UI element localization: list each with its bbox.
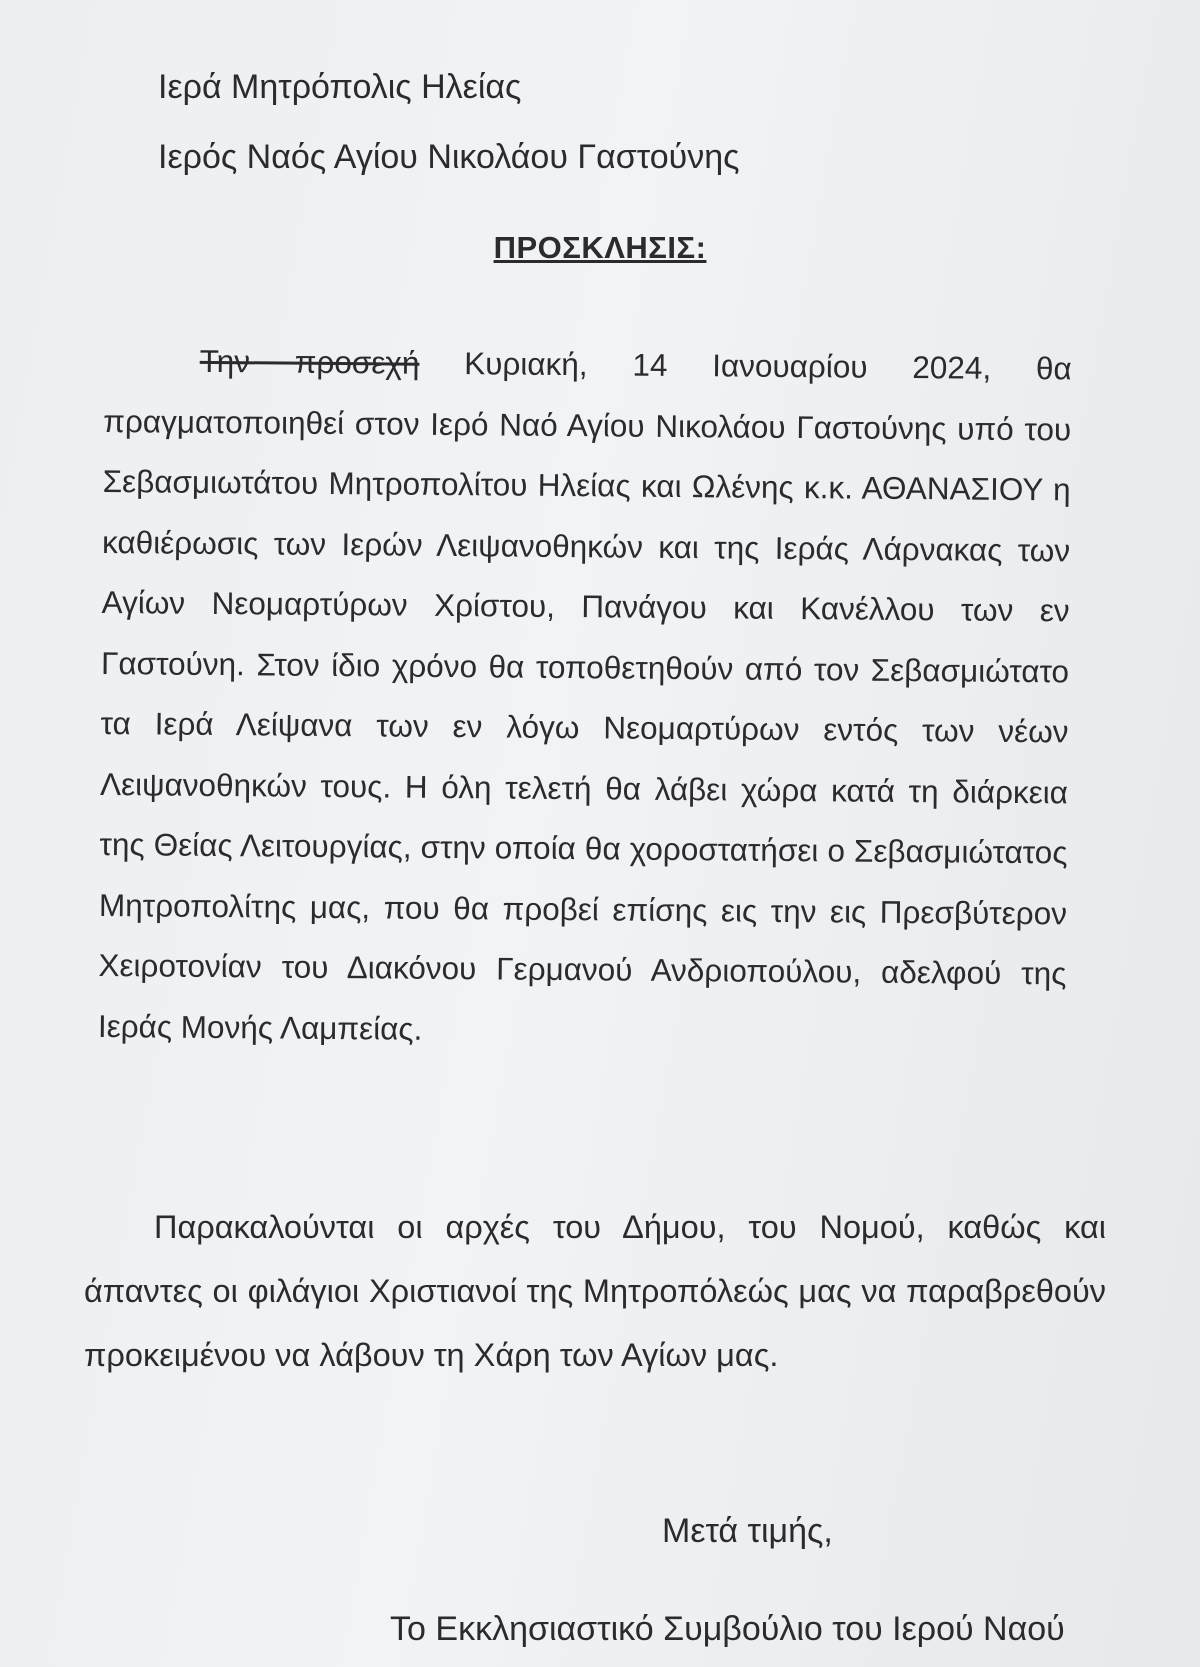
invitation-paragraph <box>98 330 1072 1064</box>
signature-line: Το Εκκλησιαστικό Συμβούλιο του Ιερού Ναού <box>390 1610 1065 1648</box>
request-paragraph: Παρακαλούνται οι αρχές του Δήμου, του Νομού, καθώς και άπαντες οι φιλάγιοι Χριστιανοί της Μητροπόλεώς μας να παραβρεθούν προκειμένου να λάβουν τη Χάρη των Αγίων μας. <box>84 1209 1106 1373</box>
document-title: ΠΡΟΣΚΛΗΣΙΣ: <box>493 230 707 265</box>
closing-salutation: Μετά τιμής, <box>662 1512 833 1550</box>
letterhead <box>158 52 740 192</box>
struck-text: Την προσεχή <box>199 342 420 381</box>
invitation-text: Κυριακή, 14 Ιανουαρίου 2024, θα πραγματοποιηθεί στον Ιερό Ναό Αγίου Νικολάου Γαστούνης υπό του Σεβασμιωτάτου Μητροπολίτου Ηλείας και Ωλένης κ.κ. ΑΘΑΝΑΣΙΟΥ η καθιέρωσις των Ιερών Λειψανοθηκών και της Ιεράς Λάρνακας των Αγίων Νεομαρτύρων Χρίστου, Πανάγου και Κανέλλου των εν Γαστούνη. Στον ίδιο χρόνο θα τοποθετηθούν από τον Σεβασμιώτατο τα Ιερά Λείψανα των εν λόγω Νεομαρτύρων εντός των νέων Λειψανοθηκών τους. Η όλη τελετή θα λάβει χώρα κατά τη διάρκεια της Θείας Λειτουργίας, στην οποία θα χοροστατήσει ο Σεβασμιώτατος Μητροπολίτης μας, που θα προβεί επίσης εις την εις Πρεσβύτερον Χειροτονίαν του Διακόνου Γερμανού Ανδριοπούλου, αδελφού της Ιεράς Μονής Λαμπείας. <box>97 344 1072 1047</box>
church-name: Ιερός Ναός Αγίου Νικολάου Γαστούνης <box>158 138 740 176</box>
metropolis-name: Ιερά Μητρόπολις Ηλείας <box>158 68 522 106</box>
